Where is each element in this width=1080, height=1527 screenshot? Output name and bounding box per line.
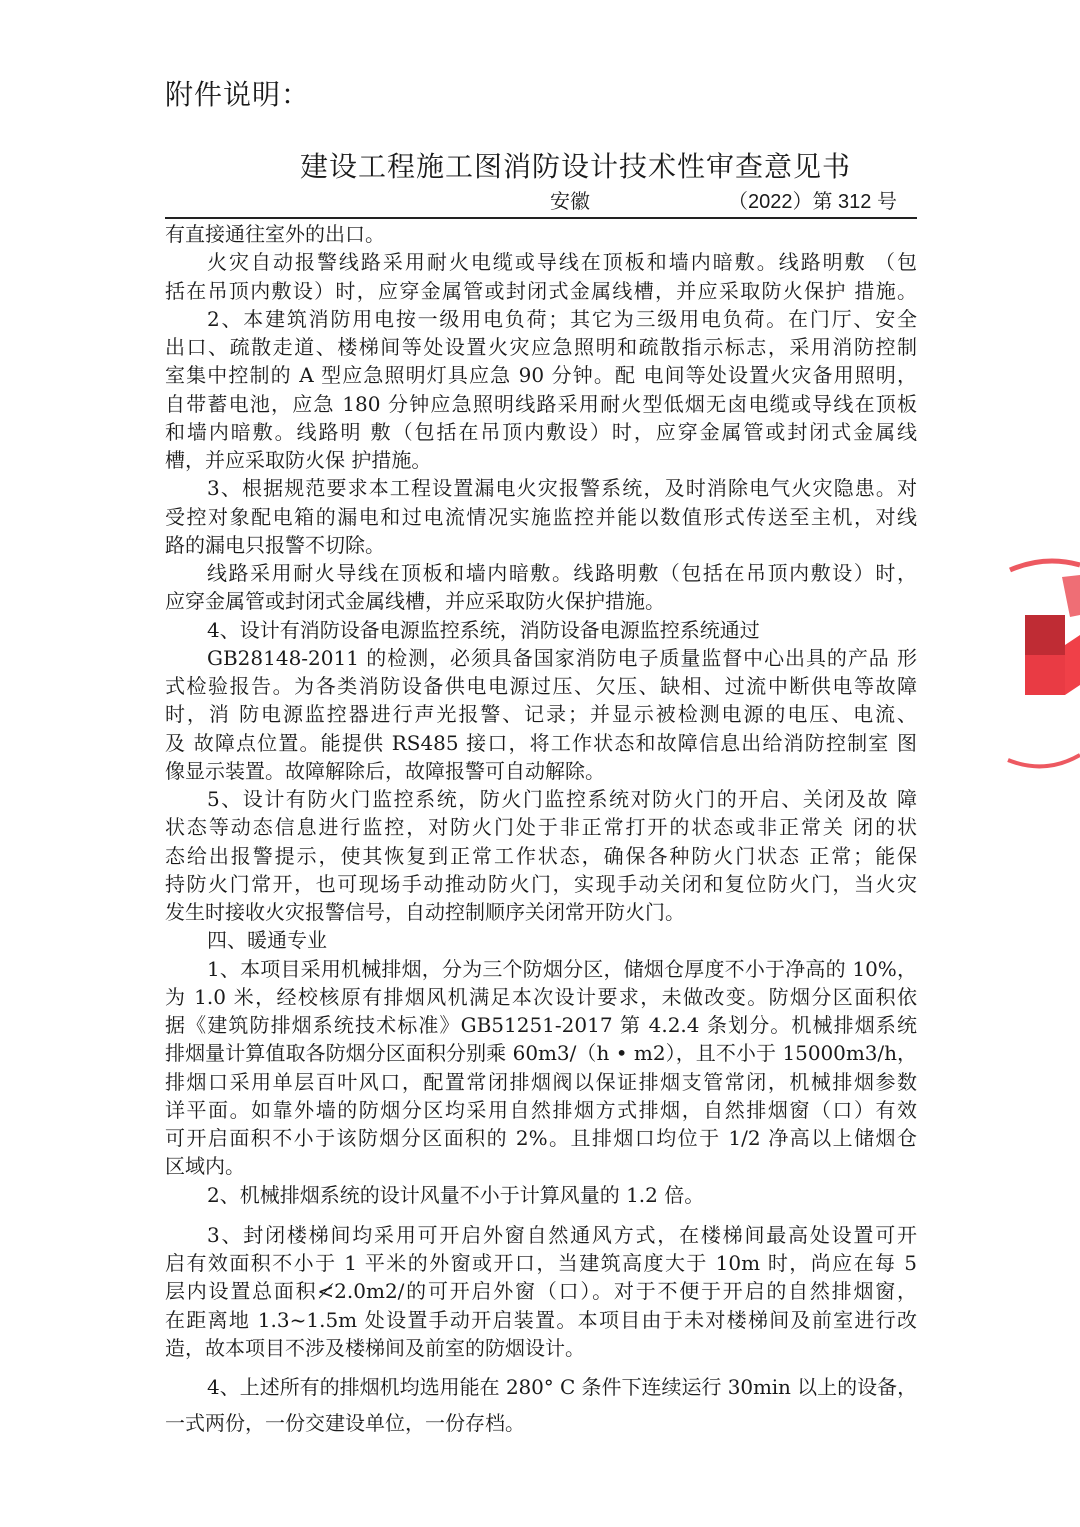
text-line: 3、封闭楼梯间均采用可开启外窗自然通风方式，在楼梯间最高处设置可开 xyxy=(207,1222,917,1247)
text-line: 一式两份，一份交建设单位，一份存档。 xyxy=(165,1411,525,1436)
text-line: 路的漏电只报警不切除。 xyxy=(165,532,385,557)
text-line: 详平面。如靠外墙的防烟分区均采用自然排烟方式排烟，自然排烟窗（口）有效 xyxy=(165,1097,917,1122)
text-line: 层内设置总面积≮2.0m2/的可开启外窗（口）。对于不便于开启的自然排烟窗， xyxy=(165,1279,917,1304)
text-line: 3、根据规范要求本工程设置漏电火灾报警系统，及时消除电气火灾隐患。对 xyxy=(207,476,917,501)
text-line: 发生时接收火灾报警信号，自动控制顺序关闭常开防火门。 xyxy=(165,900,685,924)
text-line: 和墙内暗敷。线路明 敷（包括在吊顶内敷设）时，应穿金属管或封闭式金属线 xyxy=(165,419,917,444)
text-line: 像显示装置。故障解除后，故障报警可自动解除。 xyxy=(165,758,605,783)
text-line: 时，消 防电源监控器进行声光报警、记录；并显示被检测电源的电压、电流、 xyxy=(165,702,917,727)
text-line: 有直接通往室外的出口。 xyxy=(165,222,385,246)
text-line: 槽，并应采取防火保 护措施。 xyxy=(165,448,432,472)
doc-number-prefix: 安徽 xyxy=(550,191,590,213)
text-line: 室集中控制的 A 型应急照明灯具应急 90 分钟。配 电间等处设置火灾备用照明， xyxy=(165,363,917,388)
attachment-heading: 附件说明： xyxy=(165,78,311,111)
text-line: 可开启面积不小于该防烟分区面积的 2%。且排烟口均位于 1/2 净高以上储烟仓 xyxy=(165,1126,917,1150)
text-line: 线路采用耐火导线在顶板和墙内暗敷。线路明敷（包括在吊顶内敷设）时， xyxy=(207,561,917,585)
text-line: 在距离地 1.3~1.5m 处设置手动开启装置。本项目由于未对楼梯间及前室进行改 xyxy=(165,1307,917,1332)
text-line: 5、设计有防火门监控系统，防火门监控系统对防火门的开启、关闭及故 障 xyxy=(207,787,917,811)
text-line: 启有效面积不小于 1 平米的外窗或开口，当建筑高度大于 10m 时，尚应在每 5 xyxy=(165,1251,917,1275)
text-line: 状态等动态信息进行监控，对防火门处于非正常打开的状态或非正常关 闭的状 xyxy=(165,815,917,840)
text-line: 受控对象配电箱的漏电和过电流情况实施监控并能以数值形式传送至主机，对线 xyxy=(165,504,917,529)
text-line: 应穿金属管或封闭式金属线槽，并应采取防火保护措施。 xyxy=(165,589,665,614)
text-line: 2、机械排烟系统的设计风量不小于计算风量的 1.2 倍。 xyxy=(207,1182,705,1207)
text-line: 持防火门常开，也可现场手动推动防火门，实现手动关闭和复位防火门，当火灾 xyxy=(165,871,917,896)
header-rule xyxy=(165,217,917,219)
text-line: 四、暖通专业 xyxy=(207,928,327,953)
text-line: 及 故障点位置。能提供 RS485 接口，将工作状态和故障信息出给消防控制室 图 xyxy=(165,730,917,755)
text-line: 排烟口采用单层百叶风口，配置常闭排烟阀以保证排烟支管常闭，机械排烟参数 xyxy=(165,1069,917,1094)
text-line: 4、上述所有的排烟机均选用能在 280° C 条件下连续运行 30min 以上的设备， xyxy=(207,1375,917,1399)
text-line: 自带蓄电池，应急 180 分钟应急照明线路采用耐火型低烟无卤电缆或导线在顶板 xyxy=(165,391,917,416)
official-seal-stamp xyxy=(1000,555,1080,784)
text-line: 2、本建筑消防用电按一级用电负荷；其它为三级用电负荷。在门厅、安全 xyxy=(207,306,917,331)
text-line: GB28148-2011 的检测，必须具备国家消防电子质量监督中心出具的产品 形 xyxy=(207,645,917,670)
text-line: 火灾自动报警线路采用耐火电缆或导线在顶板和墙内暗敷。线路明敷 （包 xyxy=(207,250,917,275)
doc-number-suffix: （2022）第 312 号 xyxy=(728,191,897,213)
text-line: 据《建筑防排烟系统技术标准》GB51251-2017 第 4.2.4 条划分。机械排烟系统 xyxy=(165,1013,917,1037)
text-line: 排烟量计算值取各防烟分区面积分别乘 60m3/（h • m2），且不小于 15000m3/h， xyxy=(165,1041,917,1066)
text-line: 区域内。 xyxy=(165,1154,245,1179)
text-line: 1、本项目采用机械排烟，分为三个防烟分区，储烟仓厚度不小于净高的 10%， xyxy=(207,956,917,981)
text-line: 括在吊顶内敷设）时，应穿金属管或封闭式金属线槽，并应采取防火保护 措施。 xyxy=(165,278,917,303)
text-line: 出口、疏散走道、楼梯间等处设置火灾应急照明和疏散指示标志，采用消防控制 xyxy=(165,335,917,359)
text-line: 4、设计有消防设备电源监控系统，消防设备电源监控系统通过 xyxy=(207,617,760,642)
text-line: 造，故本项目不涉及楼梯间及前室的防烟设计。 xyxy=(165,1335,585,1360)
text-line: 为 1.0 米，经校核原有排烟风机满足本次设计要求，未做改变。防烟分区面积依 xyxy=(165,984,917,1009)
text-line: 式检验报告。为各类消防设备供电电源过压、欠压、缺相、过流中断供电等故障 xyxy=(165,674,917,698)
document-title: 建设工程施工图消防设计技术性审查意见书 xyxy=(300,150,852,183)
text-line: 态给出报警提示，使其恢复到正常工作状态，确保各种防火门状态 正常；能保 xyxy=(165,843,917,868)
